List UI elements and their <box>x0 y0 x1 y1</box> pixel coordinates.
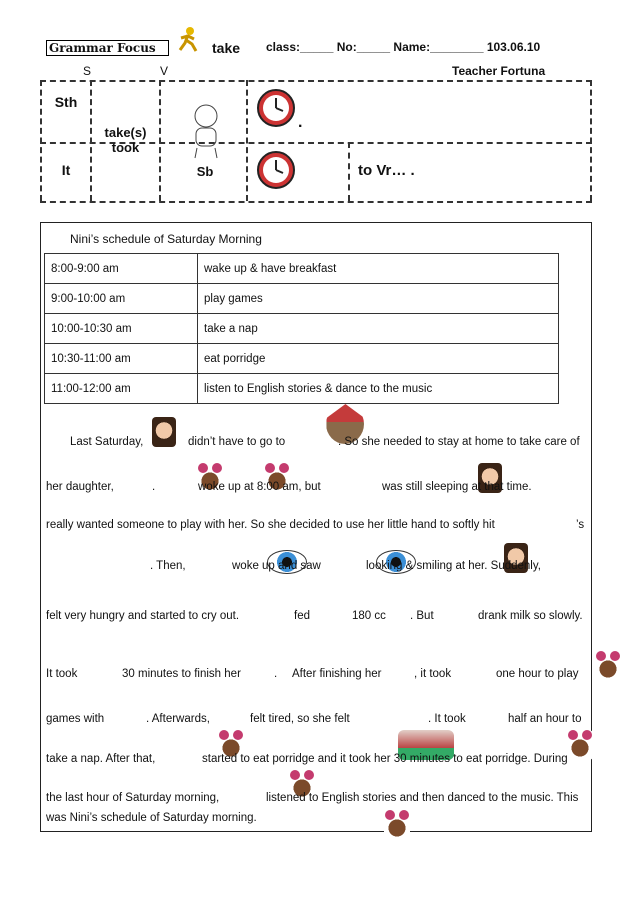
baby-photo-icon <box>595 651 621 681</box>
story-text: take a nap. After that, <box>46 753 156 765</box>
table-row <box>45 254 559 284</box>
story-text: . Afterwards, <box>146 713 210 725</box>
story-text: the last hour of Saturday morning, <box>46 792 220 804</box>
baby-photo-icon <box>384 810 410 840</box>
story-text: woke up at 8:00 am, but <box>198 481 321 493</box>
s-label: S <box>83 64 92 78</box>
baby-photo-icon <box>567 730 593 760</box>
table-row <box>45 344 559 374</box>
story-text: half an hour to <box>508 713 582 725</box>
story-text: . So she needed to stay at home to take care of <box>338 436 580 448</box>
story-text: started to eat porridge and it took her 30 minutes to eat porridge. During <box>202 753 568 765</box>
activity-cell: eat porridge <box>198 344 559 374</box>
verb-forms: take(s) took <box>104 125 147 155</box>
story-text: ’s <box>576 519 585 531</box>
story-text: woke up and saw <box>232 560 321 572</box>
time-cell: 11:00-12:00 am <box>45 374 198 404</box>
activity-cell: play games <box>198 284 559 314</box>
activity-cell: take a nap <box>198 314 559 344</box>
teacher-name: Teacher Fortuna <box>452 64 546 78</box>
story-text: didn’t have to go to <box>188 436 286 448</box>
v-label: V <box>160 64 169 78</box>
schedule-title: Nini’s schedule of Saturday Morning <box>70 232 262 246</box>
story-text: looking & smiling at her. Suddenly, <box>366 560 541 572</box>
story-text: her daughter, <box>46 481 114 493</box>
grammar-focus-label: Grammar Focus <box>46 40 169 56</box>
subject-it: It <box>61 162 71 178</box>
story-text: Last Saturday, <box>70 436 144 448</box>
story-text: felt very hungry and started to cry out. <box>46 610 240 622</box>
time-cell: 8:00-9:00 am <box>45 254 198 284</box>
story-text: It took <box>46 668 78 680</box>
story-text: . <box>274 668 278 680</box>
story-text: one hour to play <box>496 668 579 680</box>
person-outline-icon <box>188 104 224 165</box>
running-man-icon <box>176 26 200 52</box>
clock-icon <box>256 150 296 195</box>
story-text: . But <box>410 610 434 622</box>
person-sb: Sb <box>196 163 214 179</box>
story-text: 30 minutes to finish her <box>122 668 241 680</box>
mom-photo-icon <box>152 417 176 447</box>
schedule-table <box>44 253 559 404</box>
story-text: , it took <box>414 668 452 680</box>
subject-sth: Sth <box>54 94 78 110</box>
time-cell: 10:30-11:00 am <box>45 344 198 374</box>
story-text: drank milk so slowly. <box>478 610 583 622</box>
story-text: games with <box>46 713 105 725</box>
story-text: was still sleeping at that time. <box>382 481 532 493</box>
story-text: . <box>152 481 156 493</box>
story-text: was Nini’s schedule of Saturday morning. <box>46 812 257 824</box>
class-info: class:_____ No:_____ Name:________ 103.06.10 <box>266 40 541 54</box>
time-cell: 9:00-10:00 am <box>45 284 198 314</box>
table-row <box>45 374 559 404</box>
story-text: . Then, <box>150 560 186 572</box>
story-text: really wanted someone to play with her. So she decided to use her little hand to softly hit <box>46 519 495 531</box>
verb-title: take <box>212 40 241 56</box>
activity-cell: listen to English stories & dance to the music <box>198 374 559 404</box>
to-vr-pattern: to Vr… . <box>358 162 415 179</box>
story-text: After finishing her <box>292 668 382 680</box>
activity-cell: wake up & have breakfast <box>198 254 559 284</box>
table-row <box>45 314 559 344</box>
time-cell: 10:00-10:30 am <box>45 314 198 344</box>
table-row <box>45 284 559 314</box>
story-text: 180 cc <box>352 610 386 622</box>
story-text: listened to English stories and then danced to the music. This <box>266 792 579 804</box>
story-text: fed <box>294 610 310 622</box>
story-text: . It took <box>428 713 466 725</box>
first-row-dot: . <box>298 114 303 131</box>
clock-icon <box>256 88 296 133</box>
story-text: felt tired, so she felt <box>250 713 350 725</box>
